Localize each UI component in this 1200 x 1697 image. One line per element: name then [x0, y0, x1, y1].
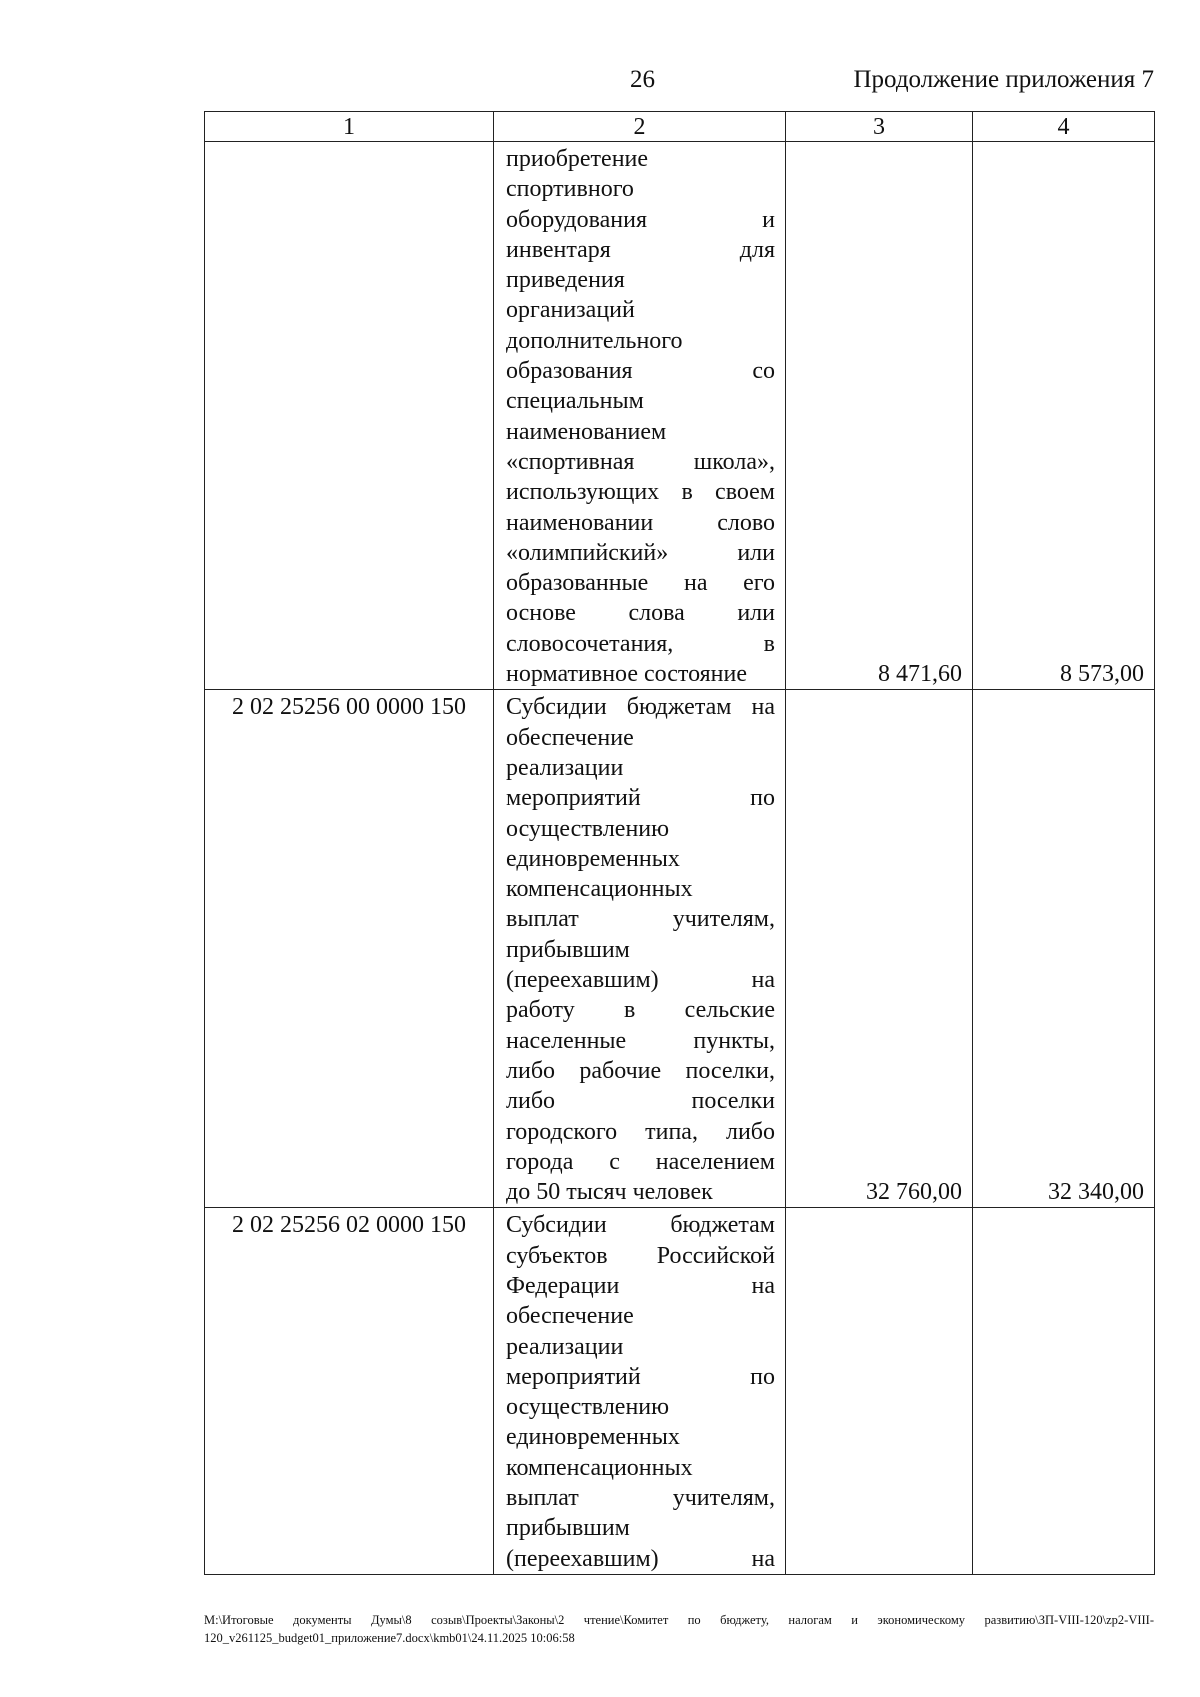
description-line: Субсидии бюджетам: [506, 1212, 775, 1239]
description-line: либо поселки: [506, 1088, 775, 1115]
description-line: реализации: [506, 754, 624, 781]
description-line: выплат учителям,: [506, 906, 775, 933]
description-line: оборудования и: [506, 206, 775, 233]
description-line: до 50 тысяч человек: [506, 1179, 713, 1206]
amount-column-4: 32 340,00: [973, 690, 1155, 1208]
description-line: единовременных: [506, 845, 680, 872]
description-line: спортивного: [506, 176, 634, 203]
description-line: субъектов Российской: [506, 1242, 775, 1269]
description-line: Субсидии бюджетам на: [506, 694, 775, 721]
description-line: либо рабочие поселки,: [506, 1057, 775, 1084]
description-line: работу в сельские: [506, 997, 775, 1024]
description-line: дополнительного: [506, 327, 683, 354]
description-line: городского типа, либо: [506, 1118, 775, 1145]
description-line: осуществлению: [506, 815, 670, 842]
table-row: [205, 142, 1155, 690]
description-line: организаций: [506, 297, 635, 324]
description-line: нормативное состояние: [506, 661, 747, 688]
description-line: использующих в своем: [506, 479, 775, 506]
description-line: наименовании слово: [506, 509, 775, 536]
column-header-2: 2: [494, 112, 786, 142]
description-cell: [494, 690, 786, 1208]
description-line: (переехавшим) на: [506, 1545, 775, 1572]
description-line: образования со: [506, 358, 775, 385]
description-line: мероприятий по: [506, 785, 775, 812]
amount-column-3: 8 471,60: [786, 142, 973, 690]
description-line: обеспечение: [506, 1303, 634, 1330]
table-row: [205, 1208, 1155, 1575]
revenue-code: 2 02 25256 02 0000 150: [232, 1212, 466, 1239]
column-header-1: 1: [205, 112, 494, 142]
table-header-row: [205, 112, 1155, 142]
description-line: компенсационных: [506, 1454, 693, 1481]
description-line: выплат учителям,: [506, 1485, 775, 1512]
column-header-3: 3: [786, 112, 973, 142]
description-line: обеспечение: [506, 724, 634, 751]
revenue-code-cell: [205, 142, 494, 690]
description-line: приведения: [506, 267, 625, 294]
revenue-code-cell: [205, 690, 494, 1208]
amount-column-3: [786, 1208, 973, 1575]
description-line: приобретение: [506, 146, 649, 172]
description-line: единовременных: [506, 1424, 680, 1451]
description-line: специальным: [506, 388, 644, 415]
description-line: наименованием: [506, 418, 667, 445]
description-line: «спортивная школа»,: [506, 448, 775, 475]
description-line: реализации: [506, 1333, 624, 1360]
description-line: осуществлению: [506, 1394, 670, 1421]
page-number: 26: [630, 66, 655, 93]
column-header-4: 4: [973, 112, 1155, 142]
amount-column-3: 32 760,00: [786, 690, 973, 1208]
amount-column-4: 8 573,00: [973, 142, 1155, 690]
revenue-code-cell: [205, 1208, 494, 1575]
description-line: Федерации на: [506, 1272, 775, 1299]
budget-table: [204, 111, 1155, 1575]
description-line: основе слова или: [506, 600, 775, 627]
description-line: мероприятий по: [506, 1363, 775, 1390]
revenue-code: 2 02 25256 00 0000 150: [232, 694, 466, 721]
revenue-code: [205, 142, 493, 144]
description-line: компенсационных: [506, 876, 693, 903]
amount-column-4: [973, 1208, 1155, 1575]
description-line: прибывшим: [506, 1515, 630, 1542]
document-file-path: M:\Итоговые документы Думы\8 созыв\Проекты\Законы\2 чтение\Комитет по бюджету, налогам и экономическому развитию\ЗП-VIII-120\zp2-VIII-120_v261125_budget01_приложение7.docx\kmb01\24.11.2025 10:06:58: [204, 1613, 1154, 1645]
description-line: (переехавшим) на: [506, 967, 775, 994]
description-line: инвентаря для: [506, 236, 775, 263]
table-row: [205, 690, 1155, 1208]
description-line: прибывшим: [506, 936, 630, 963]
description-line: города с населением: [506, 1148, 775, 1175]
description-cell: [494, 142, 786, 690]
continuation-label: Продолжение приложения 7: [853, 66, 1154, 93]
description-line: населенные пункты,: [506, 1027, 775, 1054]
description-line: образованные на его: [506, 570, 775, 597]
description-cell: [494, 1208, 786, 1575]
description-line: «олимпийский» или: [506, 539, 775, 566]
description-line: словосочетания, в: [506, 630, 775, 657]
